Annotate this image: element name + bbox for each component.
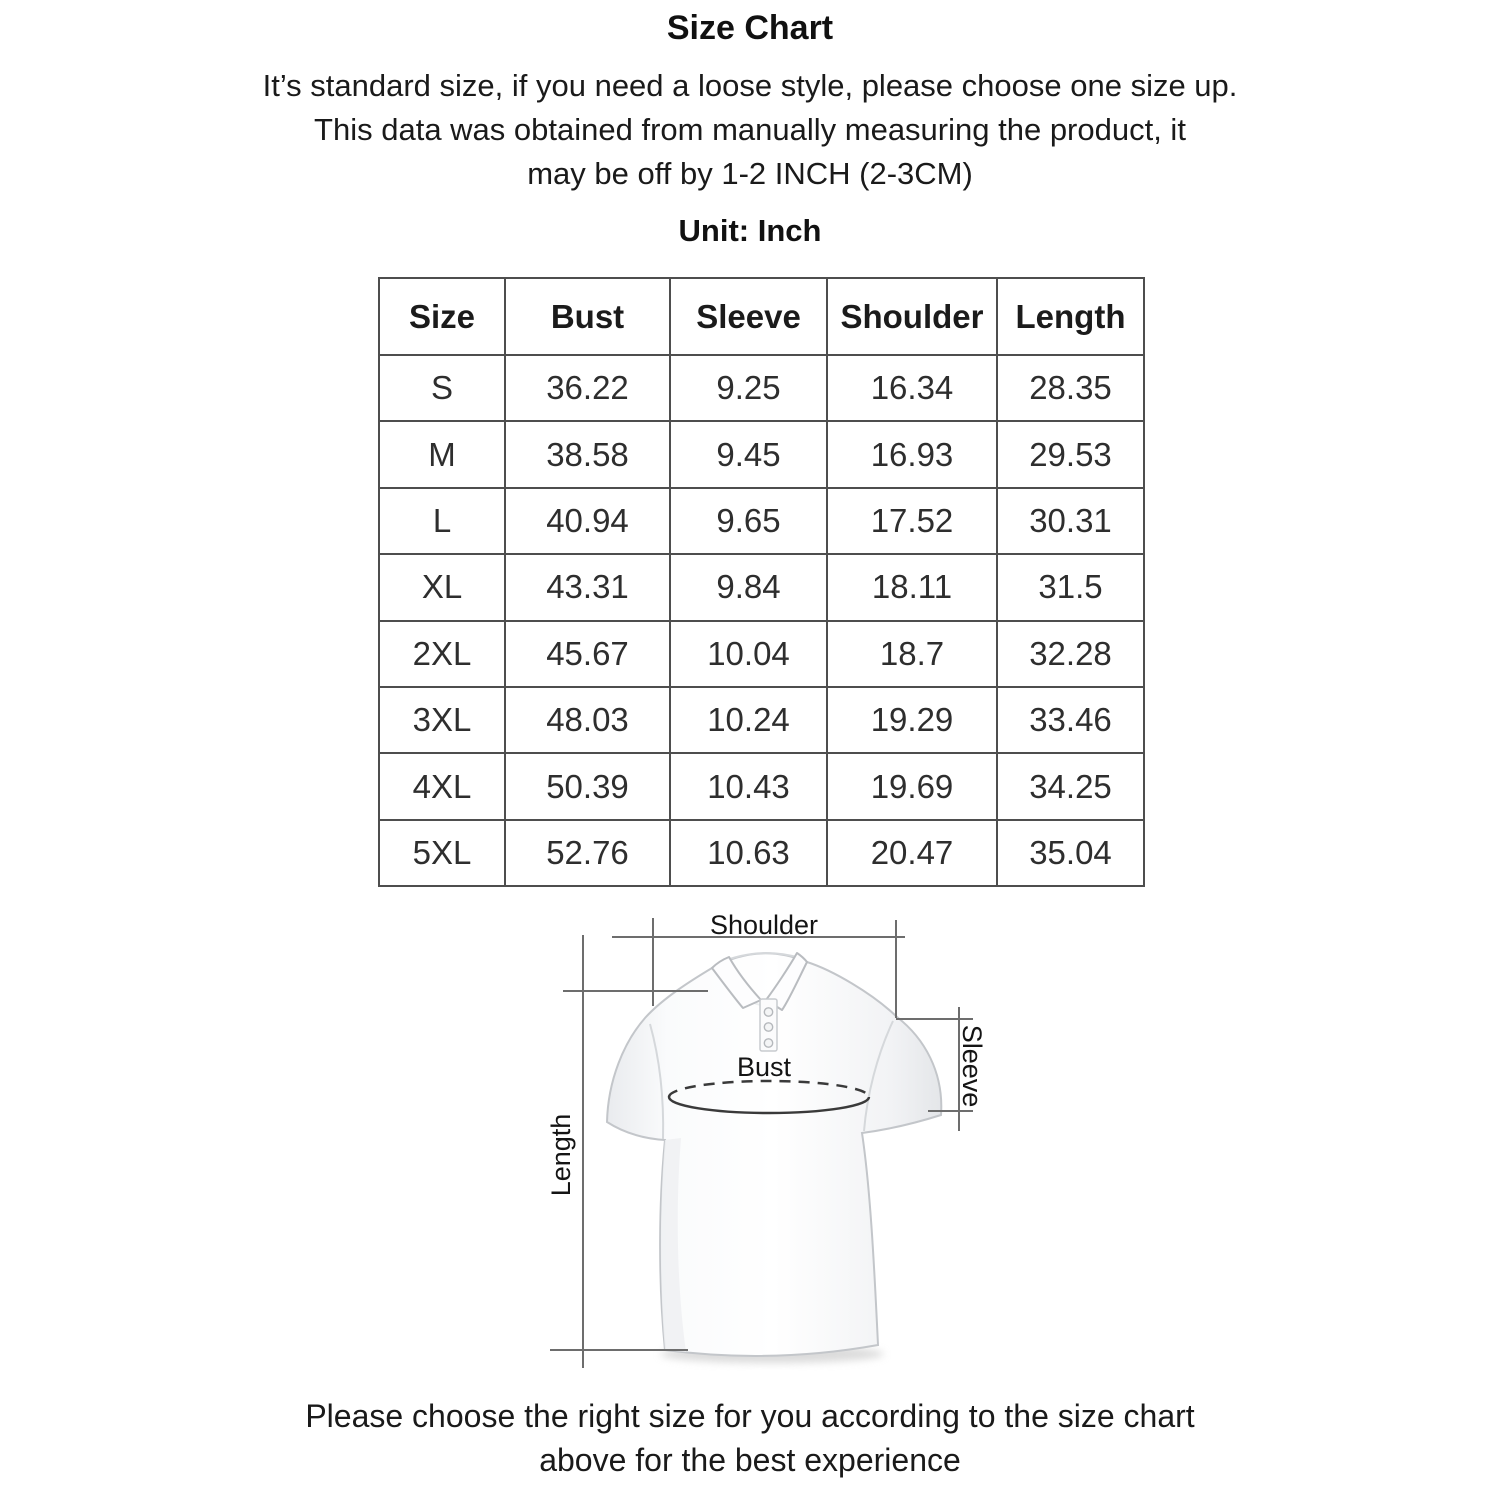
description-line: may be off by 1-2 INCH (2-3CM) [527, 156, 973, 191]
table-row [379, 621, 1144, 687]
size-cell: XL [379, 554, 505, 620]
table-row [379, 554, 1144, 620]
measurement-cell: 32.28 [997, 621, 1144, 687]
measurement-cell: 9.45 [670, 421, 827, 487]
measurement-cell: 34.25 [997, 753, 1144, 819]
measurement-cell: 33.46 [997, 687, 1144, 753]
column-header: Sleeve [670, 278, 827, 355]
column-header: Length [997, 278, 1144, 355]
table-header-row [379, 278, 1144, 355]
measurement-cell: 9.25 [670, 355, 827, 421]
measurement-cell: 35.04 [997, 820, 1144, 886]
measurement-cell: 18.7 [827, 621, 997, 687]
size-cell: 3XL [379, 687, 505, 753]
footer-line: Please choose the right size for you according to the size chart [305, 1398, 1195, 1434]
size-cell: 5XL [379, 820, 505, 886]
table-row [379, 820, 1144, 886]
measurement-cell: 19.69 [827, 753, 997, 819]
measurement-cell: 36.22 [505, 355, 670, 421]
measurement-cell: 9.65 [670, 488, 827, 554]
table-row [379, 687, 1144, 753]
size-cell: M [379, 421, 505, 487]
measurement-cell: 10.63 [670, 820, 827, 886]
length-label: Length [546, 1113, 576, 1197]
measurement-cell: 40.94 [505, 488, 670, 554]
size-cell: L [379, 488, 505, 554]
table-row [379, 488, 1144, 554]
measurement-cell: 16.93 [827, 421, 997, 487]
unit-label: Unit: Inch [678, 213, 822, 248]
bust-label: Bust [736, 1052, 792, 1082]
button [764, 1008, 772, 1016]
column-header: Bust [505, 278, 670, 355]
size-cell: 2XL [379, 621, 505, 687]
measurement-cell: 20.47 [827, 820, 997, 886]
page-title: Size Chart [666, 9, 834, 47]
size-cell: 4XL [379, 753, 505, 819]
measurement-cell: 38.58 [505, 421, 670, 487]
button [764, 1023, 772, 1031]
table-row [379, 753, 1144, 819]
description-line: It’s standard size, if you need a loose style, please choose one size up. [262, 68, 1238, 103]
button [764, 1039, 772, 1047]
measurement-cell: 30.31 [997, 488, 1144, 554]
table-row [379, 421, 1144, 487]
measurement-cell: 9.84 [670, 554, 827, 620]
measurement-cell: 18.11 [827, 554, 997, 620]
column-header: Size [379, 278, 505, 355]
size-cell: S [379, 355, 505, 421]
measurement-cell: 28.35 [997, 355, 1144, 421]
shoulder-label: Shoulder [709, 910, 819, 940]
description [0, 64, 1500, 196]
measurement-cell: 50.39 [505, 753, 670, 819]
sleeve-label: Sleeve [957, 1024, 987, 1108]
measurement-cell: 29.53 [997, 421, 1144, 487]
measurement-cell: 52.76 [505, 820, 670, 886]
footer-line: above for the best experience [539, 1442, 961, 1478]
size-table [378, 277, 1145, 887]
measurement-cell: 31.5 [997, 554, 1144, 620]
measurement-cell: 43.31 [505, 554, 670, 620]
measurement-cell: 19.29 [827, 687, 997, 753]
column-header: Shoulder [827, 278, 997, 355]
measurement-cell: 48.03 [505, 687, 670, 753]
footer-note [0, 1394, 1500, 1482]
measurement-cell: 10.04 [670, 621, 827, 687]
measurement-cell: 10.43 [670, 753, 827, 819]
measurement-cell: 45.67 [505, 621, 670, 687]
description-line: This data was obtained from manually measuring the product, it [314, 112, 1186, 147]
measurement-cell: 10.24 [670, 687, 827, 753]
measurement-cell: 17.52 [827, 488, 997, 554]
measurement-cell: 16.34 [827, 355, 997, 421]
shirt-diagram [500, 900, 1060, 1390]
table-row [379, 355, 1144, 421]
